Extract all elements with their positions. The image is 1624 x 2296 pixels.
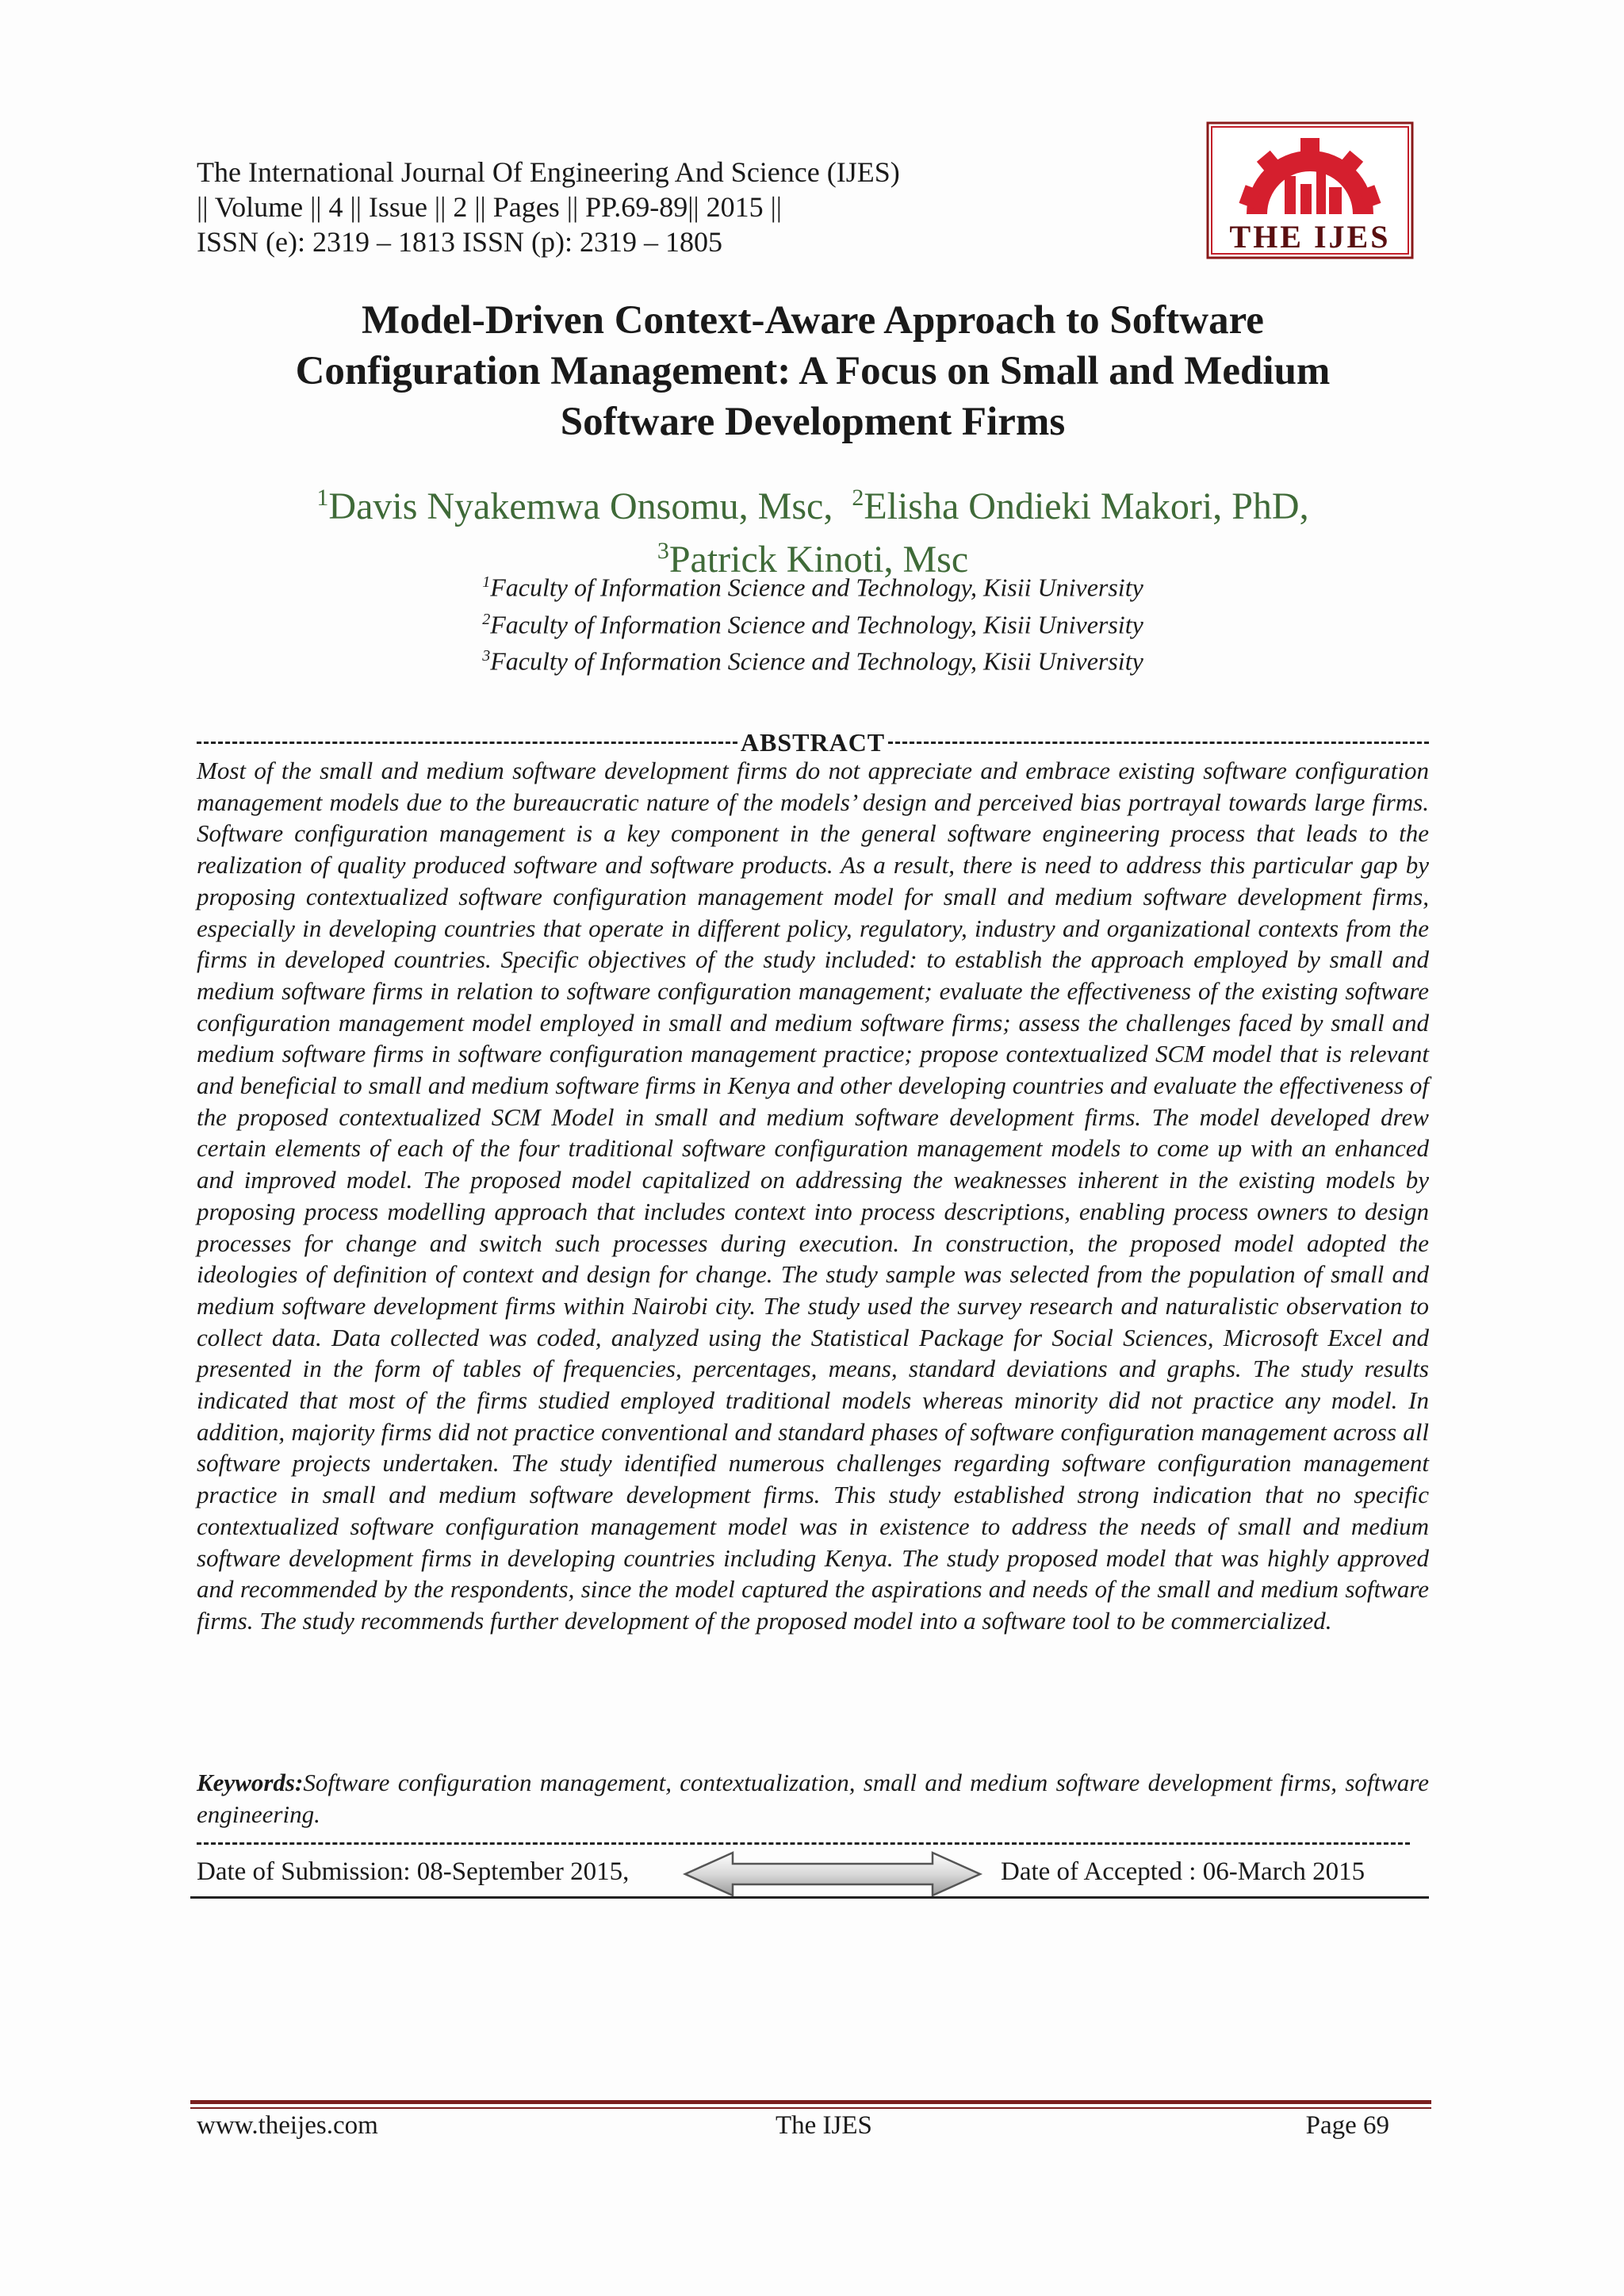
journal-issn: ISSN (e): 2319 – 1813 ISSN (p): 2319 – 1805 — [197, 226, 722, 258]
keywords-label: Keywords: — [197, 1769, 304, 1796]
author-name: Elisha Ondieki Makori, PhD, — [864, 485, 1309, 527]
title-line: Software Development Firms — [560, 400, 1066, 444]
affiliation-text: Faculty of Information Science and Technology, Kisii University — [490, 646, 1143, 676]
abstract-heading: ABSTRACT — [740, 727, 886, 757]
submission-date: Date of Submission: 08-September 2015, — [197, 1857, 630, 1886]
affiliation-sup: 1 — [482, 573, 491, 591]
affiliation-list — [197, 566, 1429, 677]
dashed-rule — [888, 742, 1429, 744]
author-sup: 1 — [316, 485, 329, 511]
footer-rule — [190, 2100, 1431, 2104]
author-name: Patrick Kinoti, Msc — [668, 539, 969, 581]
ijes-logo — [1205, 121, 1415, 260]
footer-rule — [190, 2107, 1431, 2109]
paper-title — [197, 295, 1429, 447]
author-sup: 2 — [852, 485, 864, 511]
title-line: Model-Driven Context-Aware Approach to Software — [362, 298, 1264, 343]
keywords — [197, 1767, 1429, 1830]
affiliation-text: Faculty of Information Science and Technology, Kisii University — [490, 573, 1143, 602]
affiliation-text: Faculty of Information Science and Technology, Kisii University — [490, 610, 1143, 639]
accepted-date: Date of Accepted : 06-March 2015 — [1001, 1857, 1365, 1886]
dashed-rule — [197, 742, 737, 744]
abstract-body: Most of the small and medium software development firms do not appreciate and embrace existing software configuration management models due to the bureaucratic nature of the models’ design and perceived bias portrayal towards large firms. Software configuration management is a key component in the general software engineering process that leads to the realization of quality produced software and software products. As a result, there is need to address this particular gap by proposing contextualized software configuration management model for small and medium software development firms, especially in developing countries that operate in different policy, regulatory, industry and organizational contexts from the firms in developed countries. Specific objectives of the study included: to establish the approach employed by small and medium software firms in relation to software configuration management; evaluate the effectiveness of the existing software configuration management model employed in small and medium software firms; assess the challenges faced by small and medium software firms in software configuration management practice; propose contextualized SCM model that is relevant and beneficial to small and medium software firms in Kenya and other developing countries and evaluate the effectiveness of the proposed contextualized SCM Model in small and medium software development firms. The model developed drew certain elements of each of the four traditional software configuration management models to come up with an enhanced and improved model. The proposed model capitalized on addressing the weaknesses inherent in the existing models by proposing process modelling approach that includes context into process descriptions, enabling process owners to design processes for change and switch such processes during execution. In construction, the proposed model adopted the ideologies of definition of context and design for change. The study sample was selected from the population of small and medium software development firms within Nairobi city. The study used the survey research and naturalistic observation to collect data. Data collected was coded, analyzed using the Statistical Package for Social Sciences, Microsoft Excel and presented in the form of tables of frequencies, percentages, means, standard deviations and graphs. The study results indicated that most of the firms studied employed traditional models whereas minority did not practice any model. In addition, majority firms did not practice conventional and standard phases of software configuration management across all software projects undertaken. The study identified numerous challenges regarding software configuration management practice in small and medium software development firms. This study established strong indication that no specific contextualized software configuration management model was in existence to address the needs of small and medium software development firms in developing countries including Kenya. The study proposed model that was highly approved and recommended by the respondents, since the model captured the aspirations and needs of the small and medium software firms. The study recommends further development of the proposed model into a software tool to be commercialized. — [197, 757, 1429, 1635]
author-sup: 3 — [657, 538, 669, 564]
title-line: Configuration Management: A Focus on Small and Medium — [295, 349, 1331, 393]
journal-volume: || Volume || 4 || Issue || 2 || Pages || PP.69-89|| 2015 || — [197, 191, 783, 223]
footer-journal: The IJES — [776, 2111, 872, 2140]
footer-page-number: Page 69 — [1305, 2111, 1389, 2140]
journal-name: The International Journal Of Engineering And Science (IJES) — [197, 156, 900, 188]
affiliation-sup: 3 — [482, 647, 491, 665]
logo-text: THE IJES — [1229, 219, 1391, 255]
divider — [190, 1896, 1429, 1899]
keywords-text: Software configuration management, contextualization, small and medium software development firms, software engineering. — [197, 1769, 1429, 1828]
footer-website[interactable]: www.theijes.com — [197, 2111, 378, 2140]
author-name: Davis Nyakemwa Onsomu, Msc, — [328, 485, 833, 527]
dashed-rule — [197, 1842, 1410, 1845]
double-arrow-icon — [682, 1849, 983, 1899]
journal-header — [197, 155, 1148, 259]
affiliation-sup: 2 — [482, 610, 491, 628]
